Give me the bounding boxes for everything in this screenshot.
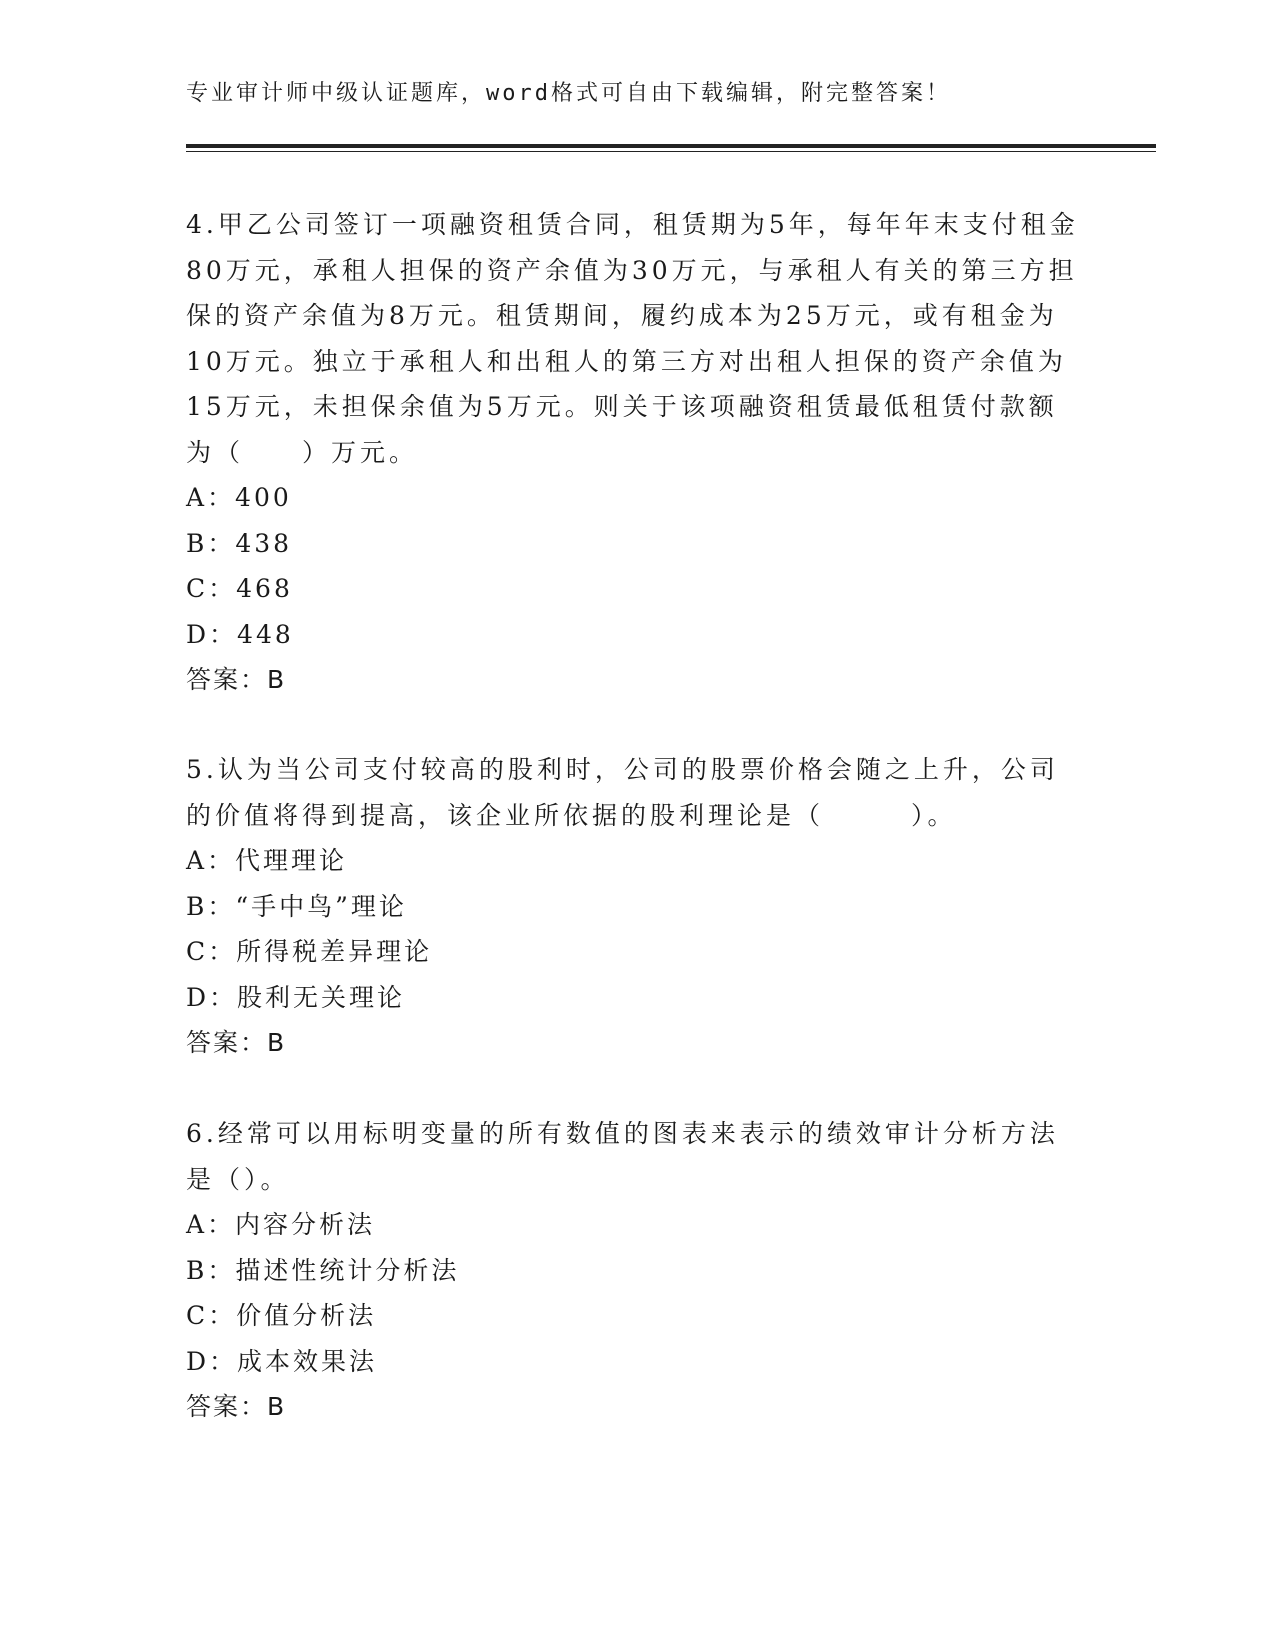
question-6 [186,1111,1086,1430]
option-a: A：代理理论 [186,846,348,875]
question-stem: 4.甲乙公司签订一项融资租赁合同，租赁期为5年，每年年末支付租金80万元，承租人担保的资产余值为30万元，与承租人有关的第三方担保的资产余值为8万元。租赁期间，履约成本为25万元，或有租金为10万元。独立于承租人和出租人的第三方对出租人担保的资产余值为15万元，未担保余值为5万元。则关于该项融资租赁最低租赁付款额为（ ）万元。 [186,210,1079,467]
question-4 [186,202,1086,703]
option-c: C：所得税差异理论 [186,937,433,966]
option-d: D：股利无关理论 [186,982,406,1012]
option-b: B：438 [186,528,293,558]
answer-line: 答案：B [186,665,287,694]
question-5 [186,747,1086,1066]
answer-line: 答案：B [186,1028,287,1057]
option-d: D：成本效果法 [186,1346,378,1376]
header-divider-thin [186,151,1156,152]
option-a: A：内容分析法 [186,1210,376,1239]
option-b: B：描述性统计分析法 [186,1255,460,1285]
page-header: 专业审计师中级认证题库，word格式可自由下载编辑，附完整答案！ [186,81,951,106]
option-b: B：“手中鸟”理论 [186,891,407,921]
question-stem: 5.认为当公司支付较高的股利时，公司的股票价格会随之上升，公司的价值将得到提高，该企业所依据的股利理论是（ ）。 [186,755,1059,830]
answer-line: 答案：B [186,1392,287,1421]
option-c: C：468 [186,574,293,603]
question-stem: 6.经常可以用标明变量的所有数值的图表来表示的绩效审计分析方法是（）。 [186,1119,1059,1194]
option-c: C：价值分析法 [186,1301,377,1330]
option-d: D：448 [186,619,294,649]
option-a: A：400 [186,483,292,512]
header-divider-thick [186,144,1156,148]
